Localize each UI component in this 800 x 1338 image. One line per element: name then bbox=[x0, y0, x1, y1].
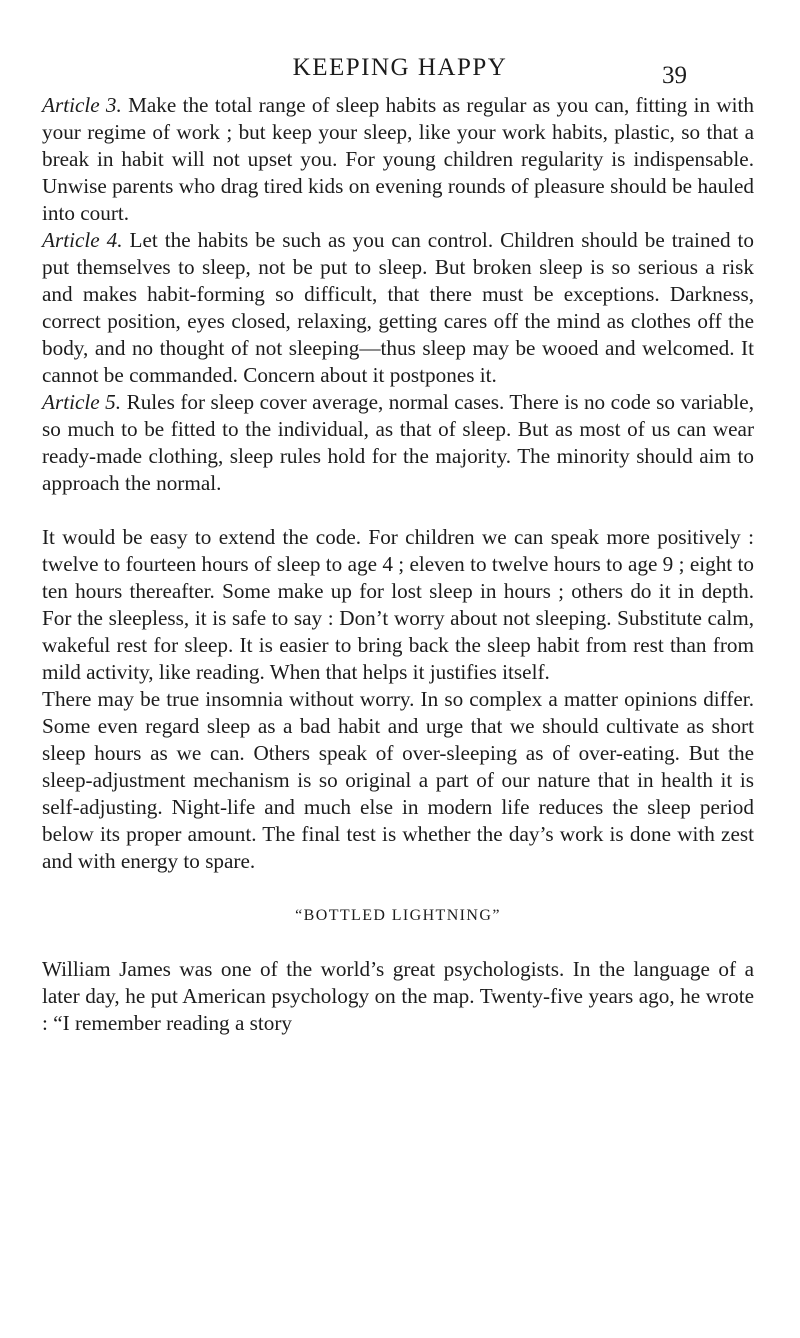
body-text bbox=[42, 92, 754, 1037]
paragraph-gap bbox=[42, 497, 754, 524]
paragraph-gap bbox=[42, 929, 754, 956]
extend-code-paragraph: It would be easy to extend the code. For children we can speak more positively : twelve to fourteen hours of sleep to age 4 ; eleven to twelve hours to age 9 ; eight to ten hours thereafter. Some make up for lost sleep in hours ; others do it in depth. For the sleepless, it is safe to say : Don’t worry about not sleeping. Substitute calm, wakeful rest for sleep. It is easier to bring back the sleep habit from rest than from mild activity, like reading. When that helps it justifies itself. bbox=[42, 525, 754, 684]
insomnia-paragraph: There may be true insomnia without worry. In so complex a matter opinions differ. Some even regard sleep as a bad habit and urge that we should cultivate as short sleep hours as we can. Others speak of over-sleeping as of over-eating. But the sleep-adjustment mechanism is so original a part of our nature that in health it is self-adjusting. Night-life and much else in modern life reduces the sleep period below its proper amount. The final test is whether the day’s work is done with zest and with energy to spare. bbox=[42, 687, 754, 873]
article-5-text: Rules for sleep cover average, normal cases. There is no code so variable, so much to be fitted to the individual, as that of sleep. But as most of us can wear ready-made clothing, sleep rules hold for the majority. The minority should aim to approach the normal. bbox=[42, 390, 755, 495]
page-number: 39 bbox=[662, 62, 687, 89]
running-title: KEEPING HAPPY bbox=[292, 54, 508, 81]
section-heading: “BOTTLED LIGHTNING” bbox=[295, 907, 501, 924]
article-5-paragraph bbox=[42, 389, 754, 497]
running-head bbox=[0, 48, 800, 88]
article-3-text: Make the total range of sleep habits as regular as you can, fitting in with your regime of work ; but keep your sleep, like your work habits, plastic, so that a break in habit will not upset you. For young children regularity is indispensable. Unwise parents who drag tired kids on evening rounds of pleasure should be hauled into court. bbox=[42, 93, 755, 225]
william-james-paragraph: William James was one of the world’s great psychologists. In the language of a later day, he put American psychology on the map. Twenty-five years ago, he wrote : “I remember reading a story bbox=[42, 957, 754, 1035]
article-5-label: Article 5. bbox=[42, 390, 122, 414]
article-4-paragraph bbox=[42, 227, 754, 389]
article-4-label: Article 4. bbox=[42, 228, 123, 252]
article-4-text: Let the habits be such as you can control. Children should be trained to put themselves to sleep, not be put to sleep. But broken sleep is so serious a risk and makes habit-forming so difficult, that there must be exceptions. Darkness, correct position, eyes closed, relaxing, getting cares off the mind as clothes off the body, and no thought of not sleeping—thus sleep may be wooed and welcomed. It cannot be commanded. Concern about it postpones it. bbox=[42, 228, 755, 387]
paragraph-gap bbox=[42, 875, 754, 902]
article-3-label: Article 3. bbox=[42, 93, 122, 117]
article-3-paragraph bbox=[42, 92, 754, 227]
